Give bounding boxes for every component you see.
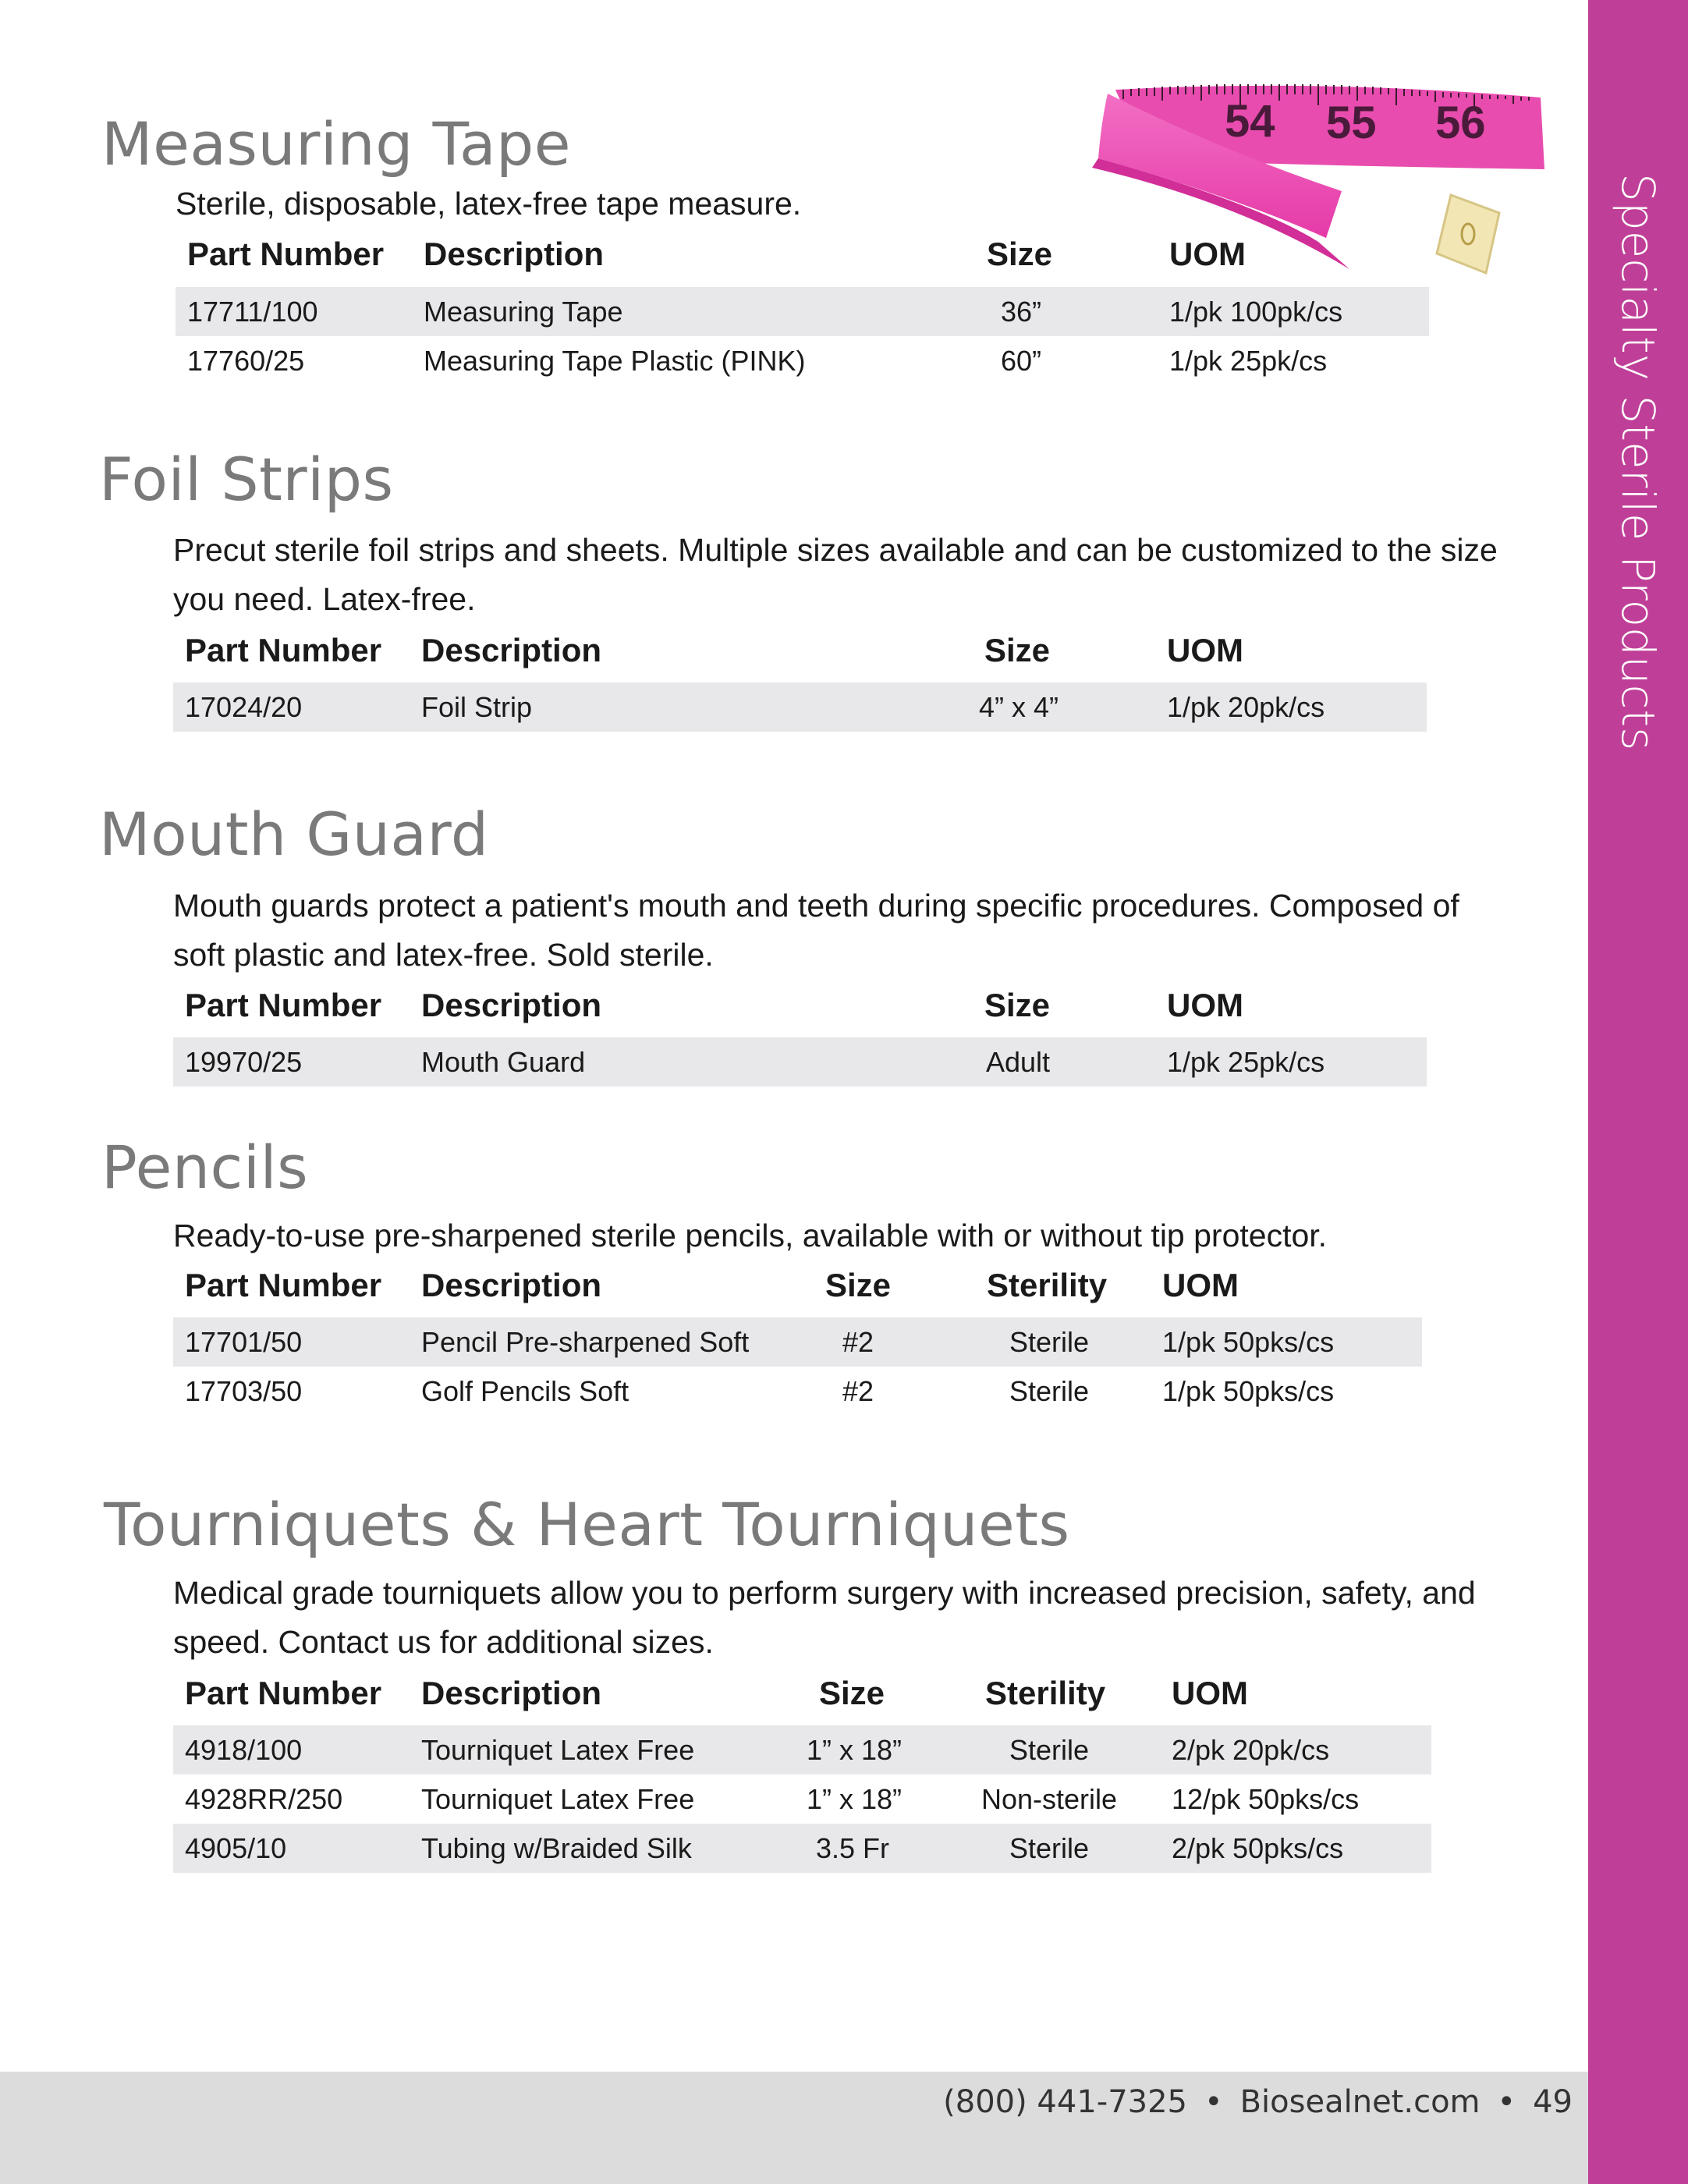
cell-description: Golf Pencils Soft (421, 1375, 629, 1407)
table-row (173, 1824, 1431, 1873)
cell-size: #2 (842, 1326, 874, 1358)
measuring-tape-title: Measuring Tape (101, 109, 572, 179)
header-description: Description (424, 236, 605, 272)
table-row (173, 1725, 1431, 1774)
footer-text (943, 2072, 1573, 2133)
header-uom: UOM (1167, 632, 1243, 668)
footer-bar (0, 2072, 1588, 2184)
cell-part-number: 19970/25 (185, 1046, 303, 1078)
header-uom: UOM (1167, 987, 1243, 1023)
cell-size: 36” (1001, 296, 1042, 328)
header-size: Size (984, 632, 1051, 668)
cell-description: Foil Strip (421, 691, 533, 723)
header-uom: UOM (1169, 236, 1246, 272)
header-size: Size (984, 987, 1051, 1023)
pencils-description: Ready-to-use pre-sharpened sterile pencils, available with or without tip protector. (173, 1218, 1328, 1253)
cell-size: 1” x 18” (807, 1734, 903, 1766)
cell-size: Adult (986, 1046, 1051, 1078)
cell-description: Measuring Tape (424, 296, 623, 328)
cell-description: Tourniquet Latex Free (421, 1734, 695, 1766)
header-description: Description (421, 1675, 602, 1711)
table-row (176, 287, 1429, 336)
cell-sterility: Sterile (1009, 1326, 1090, 1358)
header-size: Size (825, 1267, 892, 1303)
cell-uom: 2/pk 20pk/cs (1172, 1734, 1330, 1766)
cell-sterility: Sterile (1009, 1734, 1090, 1766)
cell-part-number: 17711/100 (187, 296, 318, 328)
cell-uom: 2/pk 50pks/cs (1172, 1832, 1344, 1864)
cell-part-number: 4905/10 (185, 1832, 287, 1864)
tape-number-55: 55 (1326, 98, 1377, 148)
header-description: Description (421, 632, 602, 668)
cell-description: Tourniquet Latex Free (421, 1783, 695, 1815)
table-row (173, 1367, 1422, 1416)
footer-separator: • (1204, 2084, 1223, 2120)
cell-uom: 1/pk 25pk/cs (1169, 345, 1328, 377)
tape-number-54: 54 (1225, 96, 1275, 147)
header-uom: UOM (1172, 1675, 1248, 1711)
header-size: Size (819, 1675, 885, 1711)
cell-part-number: 4918/100 (185, 1734, 303, 1766)
tourniquets-title: Tourniquets & Heart Tourniquets (104, 1490, 1070, 1559)
table-row (173, 682, 1427, 732)
cell-uom: 1/pk 20pk/cs (1167, 691, 1325, 723)
cell-size: 4” x 4” (979, 691, 1059, 723)
table-row (176, 336, 1429, 385)
header-description: Description (421, 1267, 602, 1303)
cell-size: #2 (842, 1375, 874, 1407)
cell-uom: 1/pk 25pk/cs (1167, 1046, 1325, 1078)
header-size: Size (987, 236, 1053, 272)
footer-website: Biosealnet.com (1239, 2084, 1481, 2120)
header-uom: UOM (1162, 1267, 1239, 1303)
table-row (173, 1037, 1427, 1087)
cell-description: Tubing w/Braided Silk (421, 1832, 692, 1864)
pencils-title: Pencils (101, 1133, 309, 1202)
cell-uom: 12/pk 50pks/cs (1172, 1783, 1360, 1815)
cell-uom: 1/pk 50pks/cs (1162, 1375, 1335, 1407)
table-row (173, 1774, 1431, 1824)
header-part-number: Part Number (185, 987, 382, 1023)
cell-sterility: Sterile (1009, 1832, 1090, 1864)
cell-description: Measuring Tape Plastic (PINK) (424, 345, 806, 377)
mouth-guard-description: Mouth guards protect a patient's mouth and teeth during specific procedures. Composed of soft plastic and latex-free. Sold sterile. (173, 888, 1459, 973)
cell-part-number: 17701/50 (185, 1326, 303, 1358)
cell-part-number: 17703/50 (185, 1375, 303, 1407)
header-sterility: Sterility (985, 1675, 1106, 1711)
header-part-number: Part Number (185, 1675, 382, 1711)
foil-strips-title: Foil Strips (99, 445, 394, 514)
cell-part-number: 17760/25 (187, 345, 305, 377)
cell-size: 3.5 Fr (816, 1832, 890, 1864)
cell-sterility: Non-sterile (981, 1783, 1118, 1815)
header-part-number: Part Number (185, 632, 382, 668)
cell-size: 1” x 18” (807, 1783, 903, 1815)
measuring-tape-description: Sterile, disposable, latex-free tape measure. (176, 186, 802, 222)
sidebar-title-wrap (1588, 0, 1688, 2184)
footer-separator: • (1497, 2084, 1516, 2120)
header-part-number: Part Number (187, 236, 385, 272)
table-row (173, 1317, 1422, 1367)
header-sterility: Sterility (987, 1267, 1108, 1303)
cell-part-number: 4928RR/250 (185, 1783, 343, 1815)
cell-description: Pencil Pre-sharpened Soft (421, 1326, 750, 1358)
cell-size: 60” (1001, 345, 1042, 377)
mouth-guard-title: Mouth Guard (99, 800, 489, 869)
footer-phone: (800) 441-7325 (943, 2084, 1188, 2120)
cell-description: Mouth Guard (421, 1046, 586, 1078)
tape-number-56: 56 (1435, 98, 1486, 148)
cell-sterility: Sterile (1009, 1375, 1090, 1407)
cell-part-number: 17024/20 (185, 691, 303, 723)
tourniquets-description: Medical grade tourniquets allow you to perform surgery with increased precision, safety, and speed. Contact us for additional sizes. (173, 1575, 1476, 1660)
header-part-number: Part Number (185, 1267, 382, 1303)
cell-uom: 1/pk 50pks/cs (1162, 1326, 1335, 1358)
page-number: 49 (1533, 2084, 1573, 2120)
header-description: Description (421, 987, 602, 1023)
foil-strips-description: Precut sterile foil strips and sheets. Multiple sizes available and can be customized to the size you need. Latex-free. (173, 532, 1498, 617)
cell-uom: 1/pk 100pk/cs (1169, 296, 1343, 328)
sidebar-title: Specialty Sterile Products (1612, 173, 1665, 751)
